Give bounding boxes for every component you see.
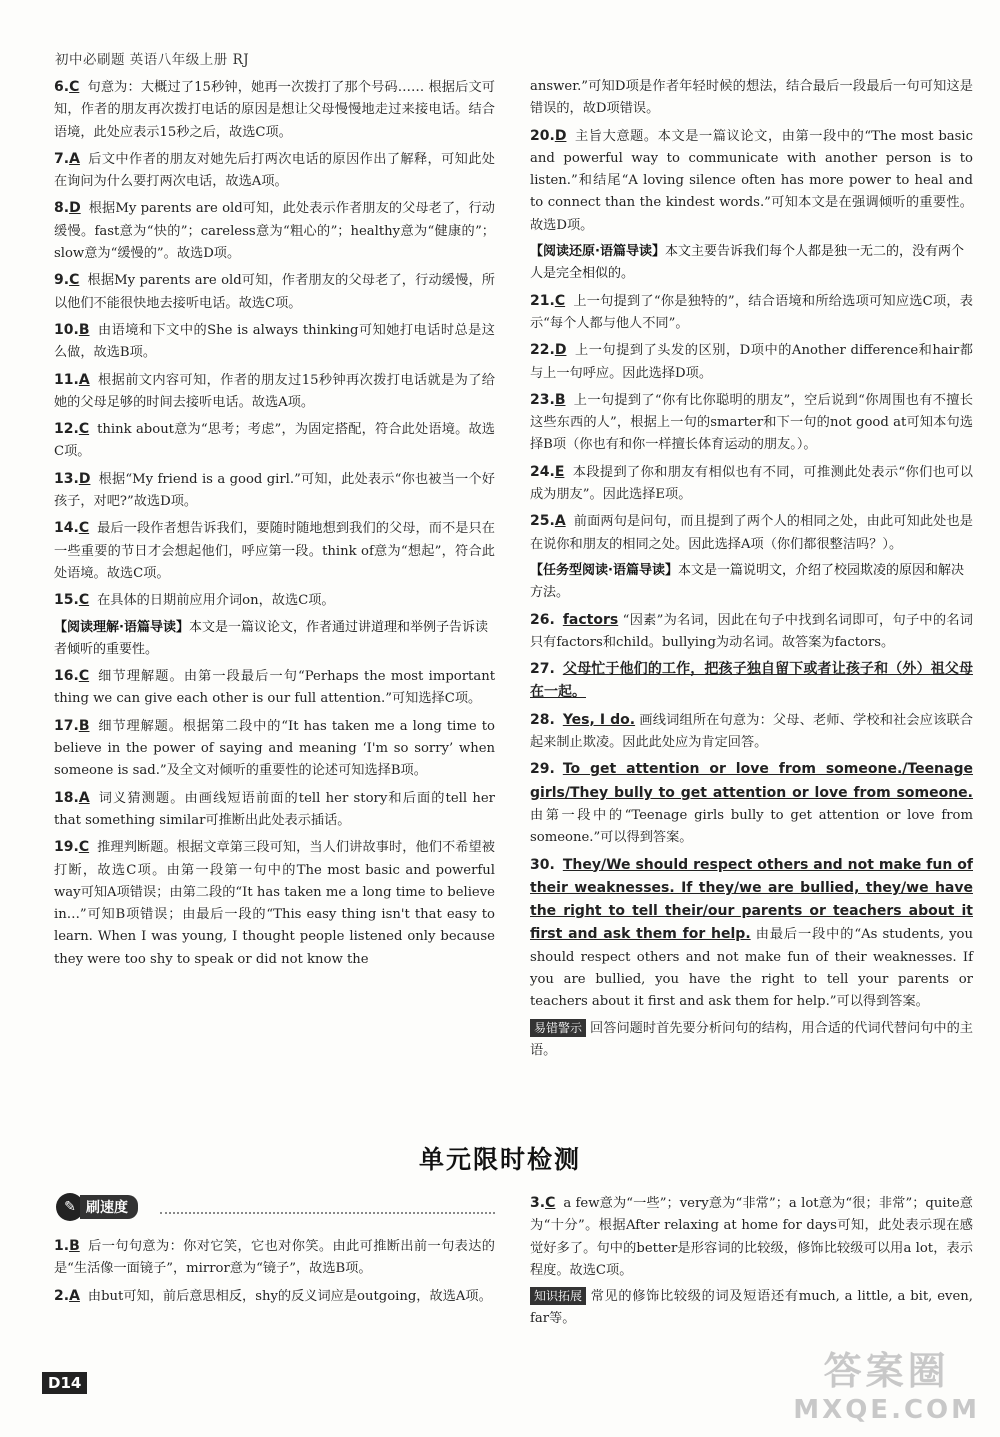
question-number <box>530 293 565 309</box>
answer-letter: B <box>78 717 90 734</box>
question-index: 14. <box>54 520 79 537</box>
explanation-text: 根据My parents are old可知，此处表示作者朋友的父母老了，行动缓慢。fast意为“快的”；careless意为“粗心的”；healthy意为“健康的”；slow意为“缓慢的”。故选D项。 <box>54 201 495 262</box>
question-number <box>54 322 89 338</box>
question-number <box>54 272 79 288</box>
bottom-left-column <box>54 1235 495 1312</box>
answer-letter: D <box>554 127 567 144</box>
question-index: 19. <box>54 839 79 856</box>
question-index: 24. <box>530 463 555 480</box>
explanation-text: 在具体的日期前应用介词on，故选C项。 <box>97 593 335 609</box>
explanation-text: 上一句提到了头发的区别，D项中的Another difference和hair都与上一句呼应。因此选择D项。 <box>530 343 973 381</box>
question-number: 30. <box>530 856 555 873</box>
question-number <box>54 668 89 684</box>
question-index: 3. <box>530 1195 546 1211</box>
explanation-text: 细节理解题。由第一段最后一句“Perhaps the most important thing we can give each other is our full attention.”可知选择C项。 <box>54 669 495 707</box>
bottom-right-column <box>530 1192 973 1335</box>
question-number <box>54 151 80 167</box>
question-item <box>54 1285 495 1308</box>
question-number: 26. <box>530 611 555 628</box>
written-answer: 父母忙于他们的工作，把孩子独自留下或者让孩子和（外）祖父母在一起。 <box>530 661 973 701</box>
question-item <box>530 290 973 336</box>
answer-item <box>530 854 973 1014</box>
answer-letter: D <box>554 342 567 359</box>
question-number <box>530 392 565 408</box>
question-number <box>54 790 90 806</box>
answer-letter: C <box>69 79 80 95</box>
left-column <box>54 76 495 975</box>
watermark-en: MXQE.COM <box>793 1395 980 1425</box>
question-number <box>54 79 79 95</box>
answer-item <box>530 709 973 755</box>
written-answer: They/We should respect others and not make fun of their weaknesses. If they/we are bullied, they/we have the right to tell their/our parents or teachers about it first and ask them for help. <box>530 856 973 943</box>
explanation-text: 根据My parents are old可知，作者朋友的父母老了，行动缓慢，所以他们不能很快地去接听电话。故选C项。 <box>54 273 495 311</box>
question-item <box>54 589 495 612</box>
question-index: 22. <box>530 342 555 359</box>
question-item <box>54 836 495 971</box>
passage-guide <box>530 241 973 286</box>
tip-text: 回答问题时首先要分析问句的结构，用合适的代词代替问句中的主语。 <box>530 1020 973 1058</box>
written-answer: factors <box>562 611 619 628</box>
explanation-text: 后文中作者的朋友对她先后打两次电话的原因作出了解释，可知此处在询问为什么要打两次电话，故选A项。 <box>54 151 495 190</box>
tip-note <box>530 1018 973 1063</box>
question-index: 16. <box>54 668 79 685</box>
question-number <box>54 718 89 734</box>
answer-letter: C <box>69 272 80 289</box>
question-item <box>54 787 495 833</box>
question-number: 29. <box>530 761 555 778</box>
guide-text: 本文是一篇说明文，介绍了校园欺凌的原因和解决方法。 <box>530 562 964 601</box>
explanation-text: 画线词组所在句意为：父母、老师、学校和社会应该联合起来制止欺凌。因此此处应为肯定回答。 <box>530 712 973 751</box>
question-index: 6. <box>54 79 70 95</box>
answer-letter: C <box>554 292 566 309</box>
question-number <box>530 513 566 529</box>
question-item <box>54 715 495 783</box>
question-number <box>54 1288 80 1304</box>
tip-note <box>530 1286 973 1331</box>
question-index: 10. <box>54 321 79 338</box>
answer-letter: C <box>78 668 90 685</box>
question-index: 1. <box>54 1238 70 1254</box>
explanation-text: 词义猜测题。由画线短语前面的tell her story和后面的tell her that something similar可推断出此处表示插话。 <box>54 790 495 828</box>
question-index: 13. <box>54 470 79 487</box>
question-item <box>530 389 973 457</box>
watermark-cn: 答案圈 <box>823 1349 950 1393</box>
explanation-text: 由最后一段中的“As students, you should respect others and not make fun of their weaknesses. If you are bullied, you have the right to tell your parents or teachers about it first and ask them for help.”可以得到答案。 <box>530 927 973 1010</box>
answer-letter: C <box>78 421 90 438</box>
question-item <box>530 510 973 556</box>
answer-letter: A <box>69 150 80 167</box>
explanation-text: 推理判断题。根据文章第三段可知，当人们讲故事时，他们不希望被打断，故选C项。由第一段第一句中的The most basic and powerful way可知A项错误；由第二段的“It has taken me a long time to believe in…”可知B项错误；由最后一段的“This easy thing isn't that easy to learn. When I was young, I thought people listened only because they were too shy to speak or did not know the <box>54 840 495 967</box>
guide-tag: 【阅读还原·语篇导读】 <box>530 244 665 260</box>
question-index: 21. <box>530 292 555 309</box>
question-item <box>54 517 495 585</box>
question-item <box>54 418 495 464</box>
question-item <box>54 269 495 315</box>
question-index: 17. <box>54 717 79 734</box>
tip-tag: 易错警示 <box>530 1019 586 1037</box>
question-number <box>530 1195 555 1211</box>
explanation-text: 上一句提到了“你有比你聪明的朋友”，空后说到“你周围也有不擅长这些东西的人”，根据上一句的smarter和下一句的not good at可知本句选择B项（你也有和你一样擅长体育运动的朋友。）。 <box>530 392 973 453</box>
answer-item <box>530 758 973 849</box>
answer-letter: E <box>554 463 565 480</box>
question-item <box>54 197 495 265</box>
explanation-text: 前面两句是问句，而且提到了两个人的相同之处，由此可知此处也是在说你和朋友的相同之处。因此选择A项（你们都很整洁吗？）。 <box>530 514 973 552</box>
right-column <box>530 76 973 1066</box>
question-number <box>54 471 90 487</box>
explanation-text: 由语境和下文中的She is always thinking可知她打电话时总是这么做，故选B项。 <box>54 322 495 361</box>
answer-letter: B <box>554 391 566 408</box>
explanation-text: 由but可知，前后意思相反，shy的反义词应是outgoing，故选A项。 <box>87 1288 492 1304</box>
answer-letter: A <box>69 1287 80 1304</box>
explanation-text: think about意为“思考；考虑”，为固定搭配，符合此处语境。故选C项。 <box>54 422 495 460</box>
answer-item <box>530 658 973 705</box>
question-item <box>54 468 495 514</box>
speed-badge <box>56 1192 138 1222</box>
answer-letter: A <box>554 513 566 530</box>
answer-letter: C <box>78 839 90 856</box>
guide-tag: 【阅读理解·语篇导读】 <box>54 619 189 635</box>
question-number: 28. <box>530 711 555 728</box>
question-item <box>54 148 495 194</box>
question-number <box>530 342 566 358</box>
question-item <box>54 76 495 144</box>
pencil-icon: ✎ <box>56 1193 84 1221</box>
answer-letter: D <box>78 470 91 487</box>
question-number <box>530 128 566 144</box>
question-index: 23. <box>530 391 555 408</box>
speed-label: 刷速度 <box>80 1195 138 1219</box>
question-item <box>530 1192 973 1282</box>
question-number <box>54 200 81 216</box>
page-number: D14 <box>42 1372 87 1394</box>
answer-letter: C <box>78 520 90 537</box>
explanation-text: a few意为“一些”；very意为“非常”；a lot意为“很；非常”；quite意为“十分”。根据After relaxing at home for days可知，此处表示现在感觉好多了。句中的better是形容词的比较级，修饰比较级可以用a lot，表示程度。故选C项。 <box>530 1196 973 1278</box>
question-number <box>54 1238 80 1254</box>
answer-letter: B <box>78 321 90 338</box>
question-item <box>54 369 495 415</box>
question-item <box>530 339 973 385</box>
answer-letter: A <box>78 371 90 388</box>
answer-letter: A <box>78 789 90 806</box>
explanation-text: 后一句句意为：你对它笑，它也对你笑。由此可推断出前一句表达的是“生活像一面镜子”，mirror意为“镜子”，故选B项。 <box>54 1239 495 1277</box>
guide-tag: 【任务型阅读·语篇导读】 <box>530 562 678 578</box>
question-index: 20. <box>530 127 555 144</box>
answer-letter: C <box>545 1195 556 1211</box>
question-index: 18. <box>54 789 79 806</box>
passage-guide <box>54 617 495 662</box>
question-index: 15. <box>54 592 79 609</box>
question-item <box>530 461 973 507</box>
answer-letter: C <box>78 592 90 609</box>
question-item <box>54 319 495 365</box>
written-answer: Yes, I do. <box>562 711 636 728</box>
question-index: 12. <box>54 421 79 438</box>
section-title: 单元限时检测 <box>418 1145 581 1174</box>
explanation-text: 由第一段中的“Teenage girls bully to get attention or love from someone.”可以得到答案。 <box>530 807 973 846</box>
answer-letter: D <box>69 200 81 217</box>
question-index: 25. <box>530 513 555 530</box>
explanation-text: 句意为：大概过了15秒钟，她再一次拨打了那个号码…… 根据后文可知，作者的朋友再次拨打电话的原因是想让父母慢慢地走过来接电话。结合语境，此处应表示15秒之后，故选C项。 <box>54 80 495 140</box>
question-number <box>530 464 564 480</box>
tip-text: 常见的修饰比较级的词及短语还有much, a little, a bit, even, far等。 <box>530 1289 973 1327</box>
question-index: 9. <box>54 272 70 289</box>
question-number <box>54 421 89 437</box>
question-number <box>54 372 90 388</box>
tip-tag: 知识拓展 <box>530 1287 586 1305</box>
explanation-text: 根据前文内容可知，作者的朋友过15秒钟再次拨打电话就是为了给她的父母足够的时间去接听电话。故选A项。 <box>54 372 495 410</box>
running-header: 初中必刷题 英语八年级上册 RJ <box>55 52 250 68</box>
explanation-text: 本段提到了你和朋友有相似也有不同，可推测此处表示“你们也可以成为朋友”。因此选择E项。 <box>530 464 973 503</box>
guide-text: 本文主要告诉我们每个人都是独一无二的，没有两个人是完全相似的。 <box>530 244 964 282</box>
question-index: 7. <box>54 150 70 167</box>
watermark <box>793 1340 980 1425</box>
question-index: 8. <box>54 200 70 217</box>
question-number <box>54 592 89 608</box>
explanation-text: 细节理解题。根据第二段中的“It has taken me a long time to believe in the power of saying and meaning ‘I'm so sorry’ when someone is sad.”及全文对倾听的重要性的论述可知选择B项。 <box>54 718 495 779</box>
explanation-text: 主旨大意题。本文是一篇议论文，由第一段中的“The most basic and powerful way to communicate with another person is to listen.”和结尾“A loving silence often has more power to heal and to connect than the kindest words.”可知本文是在强调倾听的重要性。故选D项。 <box>530 128 973 233</box>
explanation-text: 上一句提到了“你是独特的”，结合语境和所给选项可知应选C项，表示“每个人都与他人不同”。 <box>530 293 973 331</box>
question-number <box>54 520 89 536</box>
question-number <box>54 839 89 855</box>
answer-letter: B <box>69 1238 80 1254</box>
explanation-text: “因素”为名词，因此在句子中找到名词即可，句子中的名词只有factors和child。bullying为动名词。故答案为factors。 <box>530 612 973 650</box>
dotted-divider <box>160 1212 495 1214</box>
answer-item <box>530 609 973 655</box>
written-answer: To get attention or love from someone./Teenage girls/They bully to get attention or love from someone. <box>530 761 973 801</box>
question-index: 11. <box>54 371 79 388</box>
question-index: 2. <box>54 1287 70 1304</box>
continued-text: answer.”可知D项是作者年轻时候的想法，结合最后一段最后一句可知这是错误的，故D项错误。 <box>530 79 973 117</box>
explanation-text: 最后一段作者想告诉我们，要随时随地想到我们的父母，而不是只在一些重要的节日才会想起他们，呼应第一段。think of意为“想起”，符合此处语境。故选C项。 <box>54 521 495 581</box>
passage-guide <box>530 560 973 605</box>
question-item <box>530 125 973 237</box>
guide-text: 本文是一篇议论文，作者通过讲道理和举例子告诉读者倾听的重要性。 <box>54 619 488 657</box>
question-item <box>54 665 495 711</box>
explanation-text: 根据“My friend is a good girl.”可知，此处表示“你也被当一个好孩子，对吧?”故选D项。 <box>54 471 495 510</box>
question-item <box>54 1235 495 1281</box>
question-number: 27. <box>530 661 555 678</box>
